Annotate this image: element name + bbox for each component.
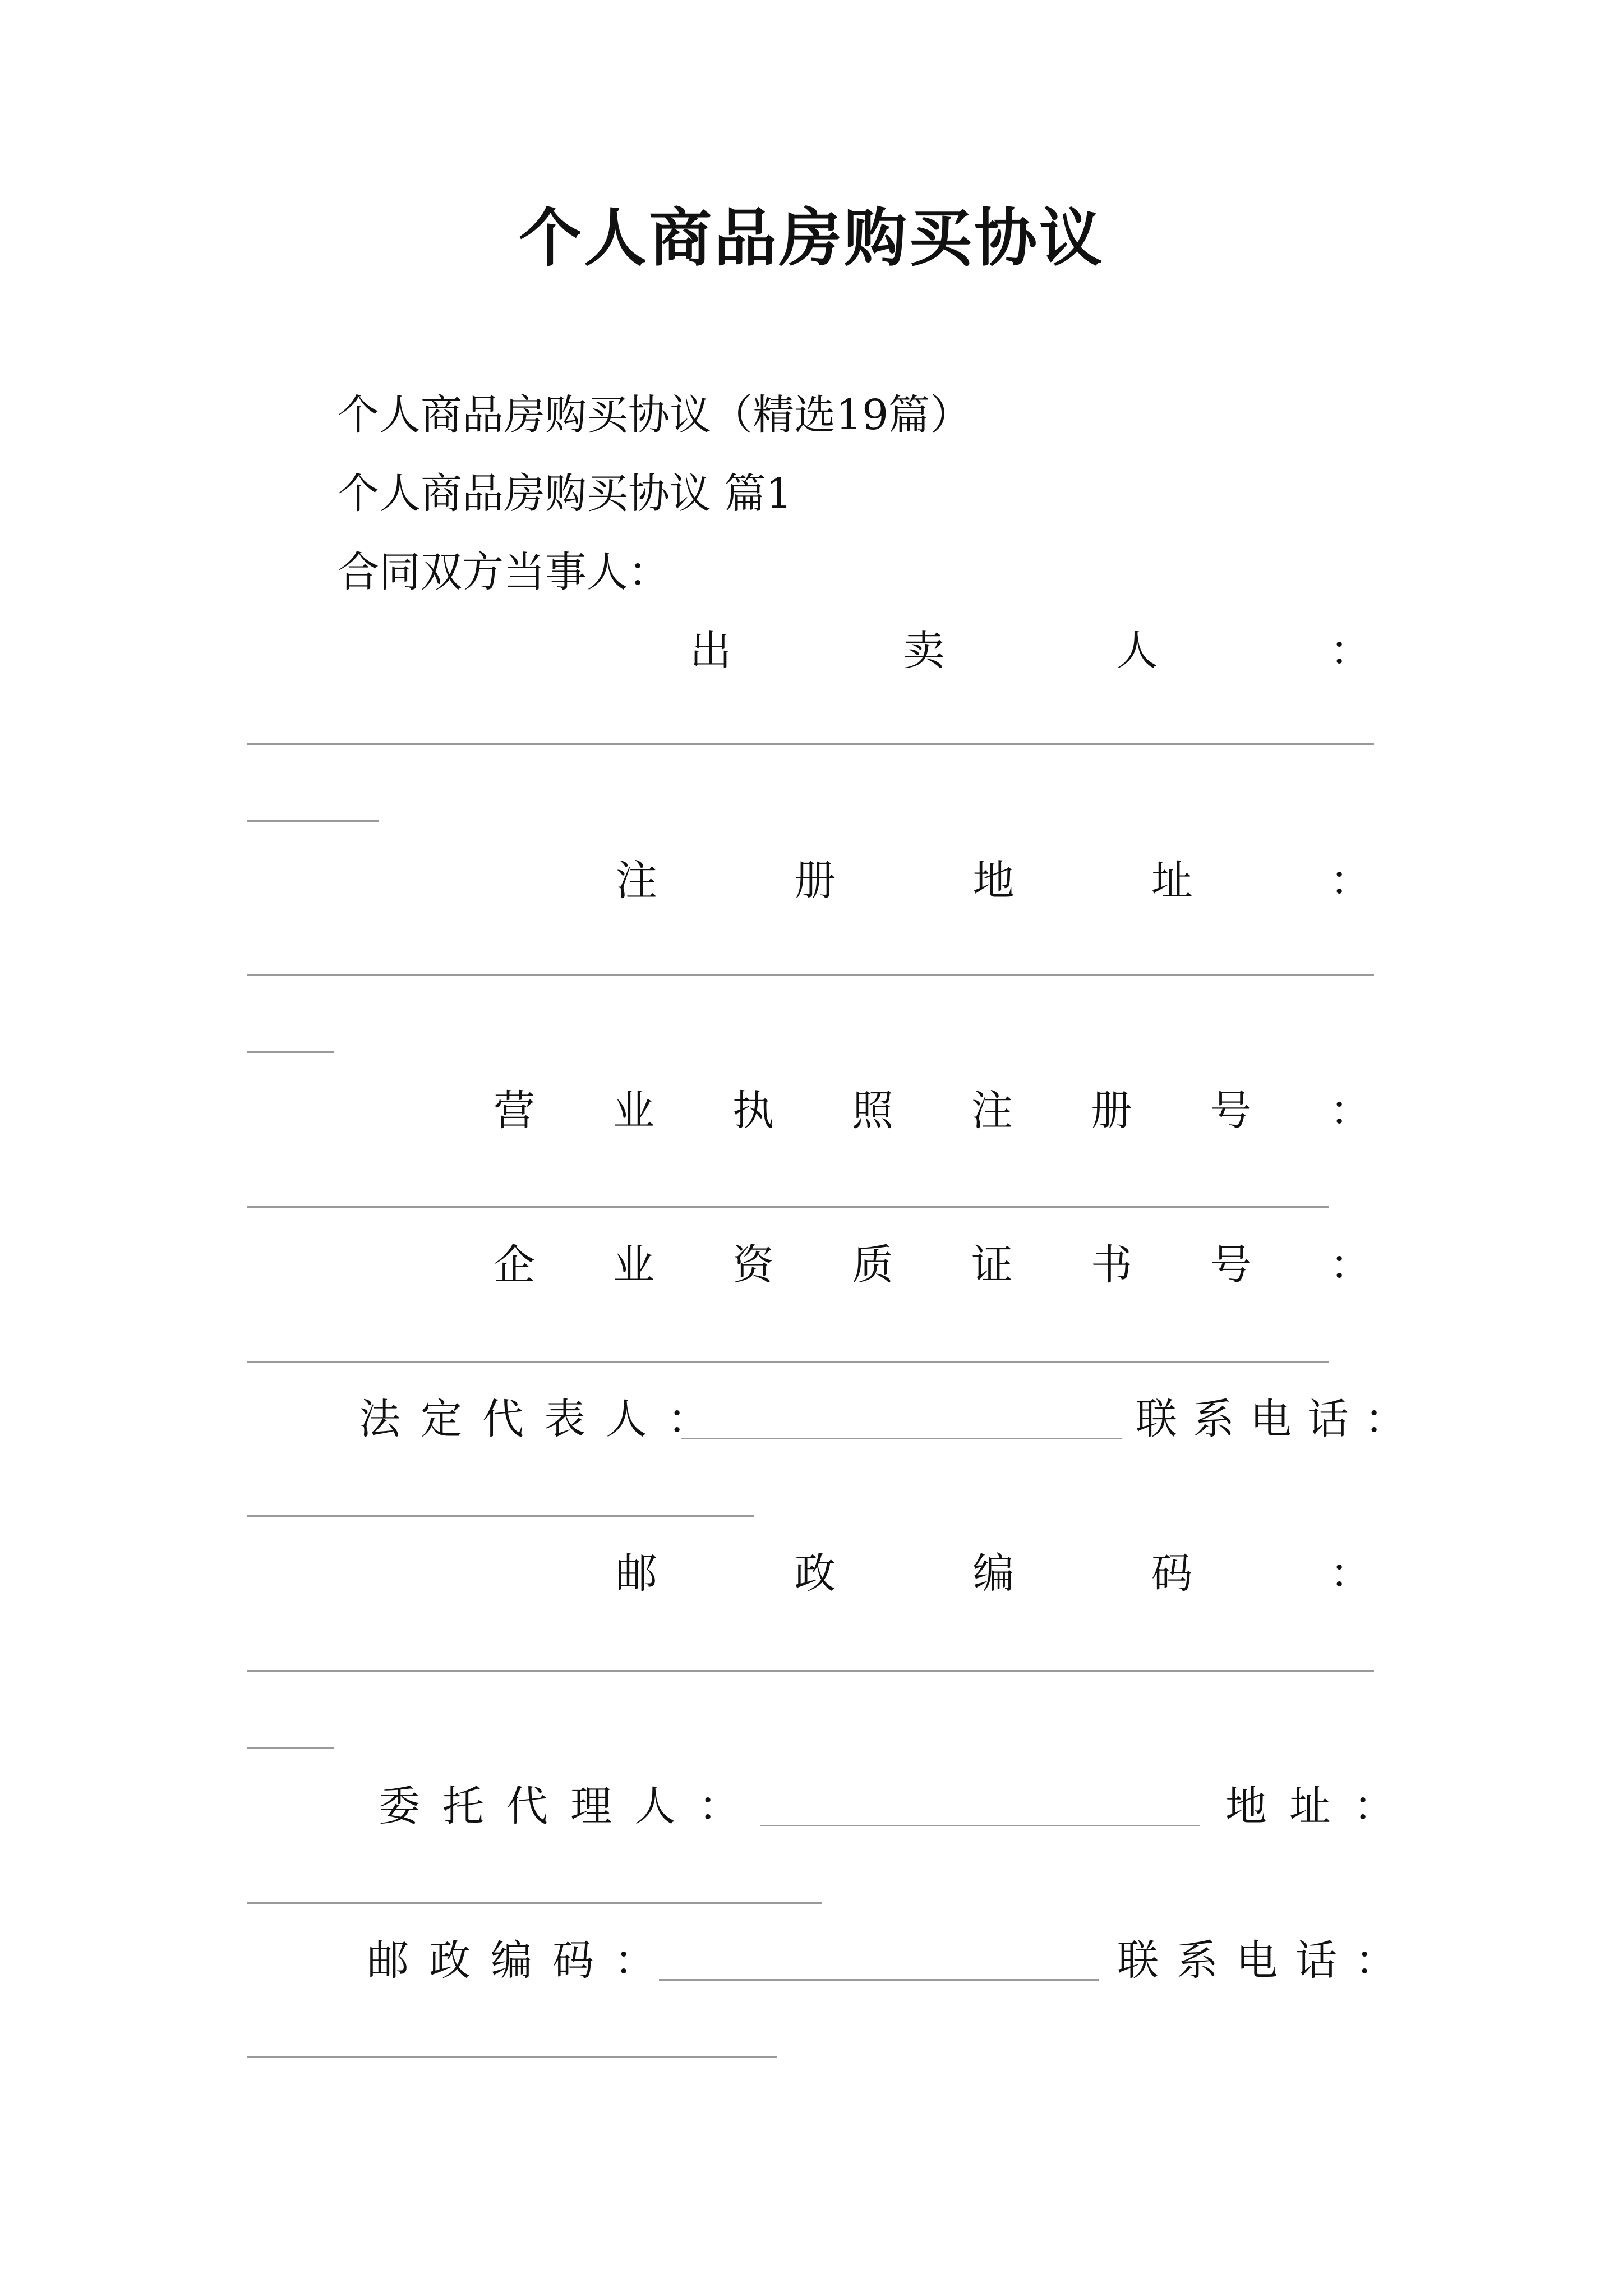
address-label-char: 册 — [794, 857, 836, 905]
seller-label — [690, 623, 1371, 679]
cert-label-char: ： — [1330, 1241, 1371, 1289]
cert-label-char: 企 — [494, 1241, 535, 1289]
cert-label-char: 质 — [852, 1241, 893, 1289]
postcode-fill-line-end — [247, 1747, 334, 1749]
phone-fill-line — [247, 1515, 754, 1517]
postcode-fill-line — [247, 1670, 1374, 1672]
address-label-char: ： — [1330, 857, 1371, 905]
license-fill-line — [247, 1206, 1329, 1208]
address-label-char: 注 — [616, 857, 657, 905]
license-label-char: 号 — [1210, 1087, 1252, 1135]
postcode-label-char: 编 — [972, 1549, 1015, 1598]
document-title: 个人商品房购买协议 — [519, 201, 1104, 275]
agent-address-label: 地址： — [1225, 1782, 1417, 1830]
cert-label-char: 资 — [732, 1241, 774, 1289]
entrusted-agent-label: 委托代理人： — [379, 1782, 762, 1830]
seller-label-char: 卖 — [903, 627, 945, 675]
cert-label-char: 书 — [1091, 1241, 1132, 1289]
contact-phone-label: 联系电话： — [1136, 1395, 1422, 1443]
qualification-cert-label — [494, 1237, 1371, 1293]
license-label-char: 照 — [852, 1087, 893, 1135]
seller-fill-line-end — [247, 820, 379, 822]
intro-line-chapter: 个人商品房购买协议 篇1 — [338, 470, 792, 518]
postcode-label-char: 码 — [1151, 1549, 1193, 1598]
agent-phone-fill-line — [247, 2056, 777, 2058]
intro-line-collection: 个人商品房购买协议（精选19篇） — [338, 391, 972, 439]
license-label-char: 执 — [732, 1087, 774, 1135]
seller-label-char: ： — [1329, 627, 1371, 675]
cert-label-char: 号 — [1210, 1241, 1252, 1289]
agent-postal-code-label: 邮政编码： — [367, 1936, 676, 1985]
legal-rep-fill-line — [681, 1438, 1122, 1439]
license-label-char: 注 — [971, 1087, 1013, 1135]
agent-address-fill-line — [247, 1902, 822, 1904]
address-label-char: 址 — [1151, 857, 1193, 905]
postcode-label-char: 邮 — [616, 1549, 657, 1598]
seller-fill-line — [247, 743, 1374, 745]
postcode-label-char: 政 — [794, 1549, 836, 1598]
registered-address-label — [616, 853, 1371, 909]
postal-code-label — [616, 1545, 1371, 1602]
intro-line-parties: 合同双方当事人： — [338, 548, 670, 596]
cert-label-char: 证 — [971, 1241, 1013, 1289]
seller-label-char: 人 — [1116, 627, 1158, 675]
license-label-char: 业 — [613, 1087, 654, 1135]
address-label-char: 地 — [972, 857, 1015, 905]
license-label-char: 营 — [494, 1087, 535, 1135]
postcode-label-char: ： — [1330, 1549, 1371, 1598]
address-fill-line-end — [247, 1051, 334, 1053]
business-license-label — [494, 1083, 1371, 1139]
legal-representative-label: 法定代表人： — [359, 1395, 729, 1443]
license-label-char: 册 — [1091, 1087, 1132, 1135]
agent-postcode-fill-line — [659, 1979, 1099, 1981]
seller-label-char: 出 — [690, 627, 731, 675]
address-fill-line — [247, 974, 1374, 976]
cert-fill-line — [247, 1361, 1329, 1363]
agent-phone-label: 联系电话： — [1117, 1936, 1414, 1985]
license-label-char: ： — [1330, 1087, 1371, 1135]
cert-label-char: 业 — [613, 1241, 654, 1289]
agent-fill-line — [760, 1825, 1200, 1826]
